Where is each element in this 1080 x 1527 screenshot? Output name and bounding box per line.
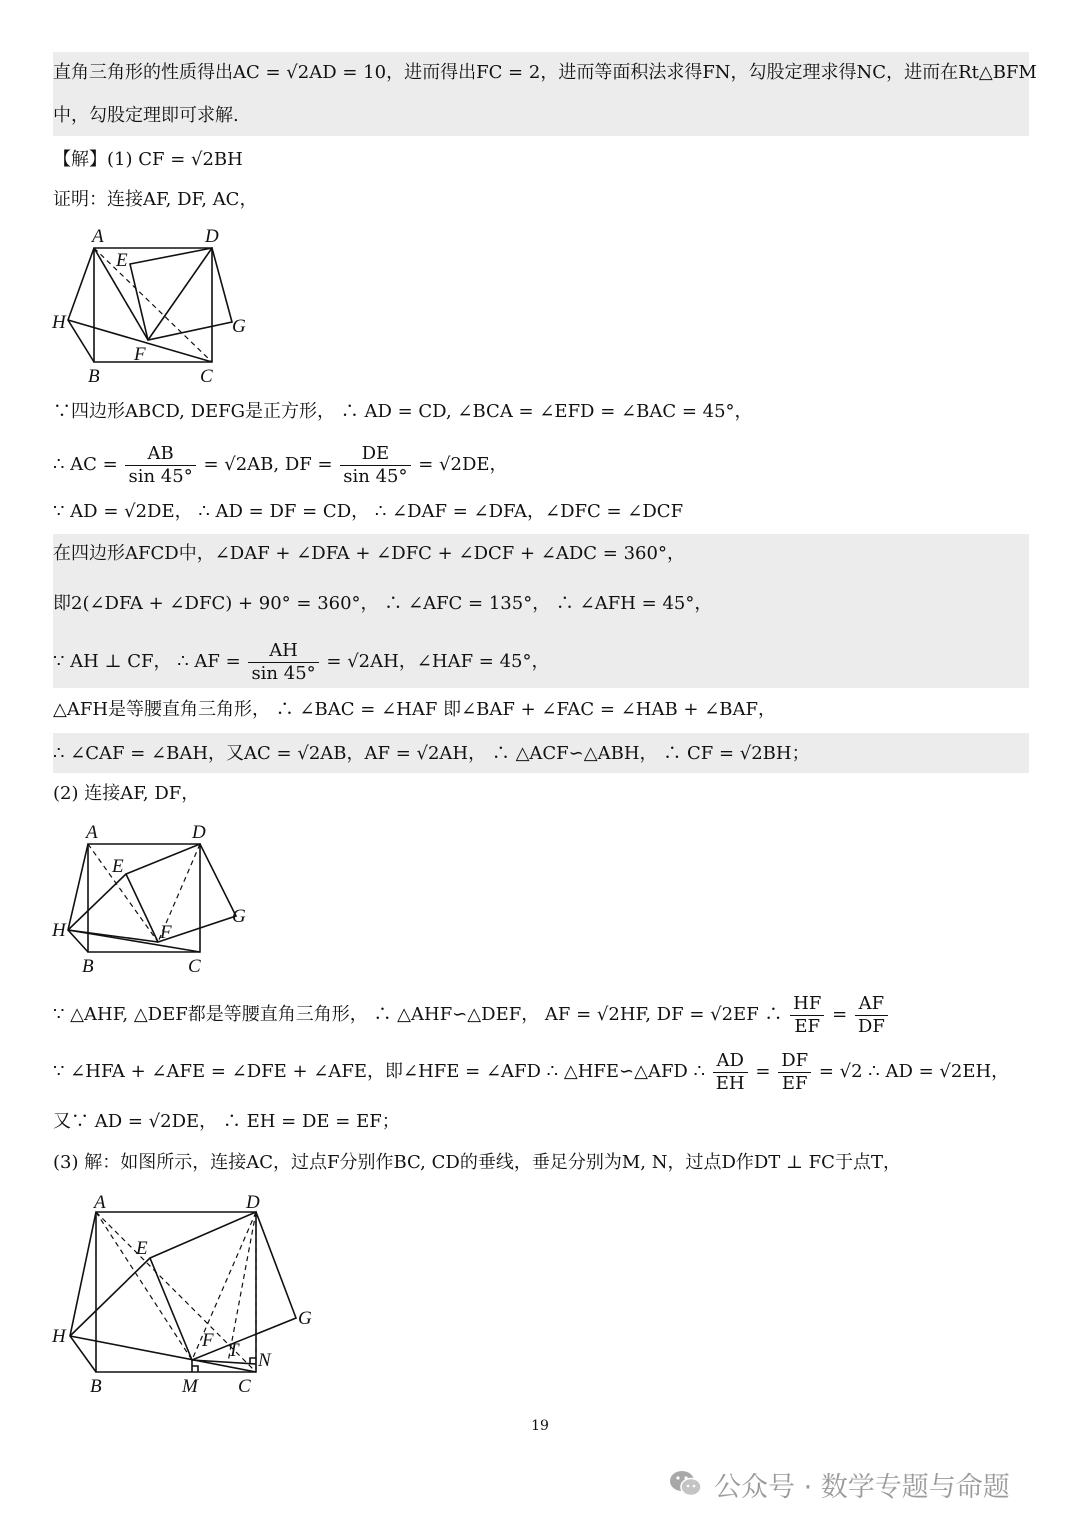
fig2-label-H: H <box>52 920 66 941</box>
fraction-ad-eh: $\frac{AD}{EH}$ <box>713 1050 748 1095</box>
proof-line-1: ∵四边形ABCD, DEFG是正方形， ∴ AD = CD, ∠BCA = ∠EFD = ∠BAC = 45°， <box>53 401 753 422</box>
figure-1 <box>50 222 270 392</box>
fig1-label-A: A <box>92 226 104 247</box>
fig1-label-B: B <box>88 366 100 387</box>
fig3-label-A: A <box>94 1192 106 1213</box>
fig3-label-H: H <box>52 1326 66 1347</box>
fig2-label-D: D <box>192 822 206 843</box>
proof-line-7: △AFH是等腰直角三角形， ∴ ∠BAC = ∠HAF 即∠BAF + ∠FAC = ∠HAB + ∠BAF， <box>53 699 777 720</box>
fraction-hf-ef: $\frac{HF}{EF}$ <box>790 993 824 1038</box>
fig1-label-H: H <box>52 312 66 333</box>
fraction-df-ef: $\frac{DF}{EF}$ <box>778 1050 811 1095</box>
figure-2 <box>50 820 270 977</box>
page-number: 19 <box>531 1418 549 1434</box>
fig1-label-E: E <box>116 250 128 271</box>
intro-line-2: 中，勾股定理即可求解. <box>53 105 239 126</box>
fig3-label-T: T <box>228 1340 239 1361</box>
intro-line-1: 直角三角形的性质得出AC = √2AD = 10，进而得出FC = 2，进而等面积法求得FN，勾股定理求得NC，进而在Rt△BFM <box>53 62 1037 83</box>
fig3-label-D: D <box>246 1192 260 1213</box>
proof-line-8: ∴ ∠CAF = ∠BAH，又AC = √2AB，AF = √2AH， ∴ △ACF∽△ABH， ∴ CF = √2BH； <box>53 743 810 764</box>
solution-part-2-heading: (2) 连接AF, DF， <box>53 783 200 804</box>
fraction-ab-sin45: $\frac{AB}{\sin 45^\circ}$ <box>125 443 195 488</box>
fig2-label-G: G <box>232 906 246 927</box>
solution-part-1-heading: 【解】(1) CF = √2BH <box>53 149 243 170</box>
fraction-af-df: $\frac{AF}{DF}$ <box>855 993 888 1038</box>
proof-connect-line: 证明：连接AF, DF, AC， <box>53 189 258 210</box>
watermark-text: 公众号 · 数学专题与命题 <box>714 1471 1010 1503</box>
fig3-label-E: E <box>136 1238 148 1259</box>
part2-line-3: 又∵ AD = √2DE， ∴ EH = DE = EF； <box>53 1111 400 1132</box>
solution-part-3-heading: (3) 解：如图所示，连接AC，过点F分别作BC, CD的垂线，垂足分别为M, N，过点D作DT ⊥ FC于点T， <box>53 1152 901 1173</box>
figure-3 <box>50 1190 330 1400</box>
fig2-label-F: F <box>160 922 172 943</box>
fig3-label-B: B <box>90 1376 102 1397</box>
fig1-label-F: F <box>134 344 146 365</box>
proof-line-3: ∵ AD = √2DE， ∴ AD = DF = CD， ∴ ∠DAF = ∠DFA，∠DFC = ∠DCF <box>53 501 684 522</box>
fig2-label-A: A <box>86 822 98 843</box>
fig1-label-D: D <box>205 226 219 247</box>
proof-line-2: ∴ AC = $\frac{AB}{\sin 45^\circ}$ = √2AB, DF = $\frac{DE}{\sin 45^\circ}$ = √2DE， <box>53 442 508 487</box>
fig2-label-C: C <box>188 956 201 977</box>
fig1-label-C: C <box>200 366 213 387</box>
proof-line-4: 在四边形AFCD中，∠DAF + ∠DFA + ∠DFC + ∠DCF + ∠ADC = 360°， <box>53 543 685 564</box>
proof-line-5: 即2(∠DFA + ∠DFC) + 90° = 360°， ∴ ∠AFC = 135°， ∴ ∠AFH = 45°， <box>53 593 713 614</box>
fraction-ah-sin45: $\frac{AH}{\sin 45^\circ}$ <box>248 640 318 685</box>
fig3-label-C: C <box>238 1376 251 1397</box>
fig3-label-N: N <box>258 1350 271 1371</box>
fig3-label-F: F <box>202 1330 214 1351</box>
fig3-label-M: M <box>182 1376 198 1397</box>
part2-line-2: ∵ ∠HFA + ∠AFE = ∠DFE + ∠AFE，即∠HFE = ∠AFD ∴ △HFE∽△AFD ∴ $\frac{AD}{EH}$ = $\frac{DF}{EF}$ = √2 ∴ AD = √2EH， <box>53 1049 1010 1094</box>
watermark <box>668 1462 1010 1506</box>
fraction-de-sin45: $\frac{DE}{\sin 45^\circ}$ <box>340 443 410 488</box>
proof-line-6: ∵ AH ⊥ CF， ∴ AF = $\frac{AH}{\sin 45^\circ}$ = √2AH，∠HAF = 45°， <box>53 639 550 684</box>
fig2-label-B: B <box>82 956 94 977</box>
part2-line-1: ∵ △AHF, △DEF都是等腰直角三角形， ∴ △AHF∽△DEF， AF = √2HF, DF = √2EF ∴ $\frac{HF}{EF}$ = $\frac{AF}{DF}$ <box>53 990 1029 1040</box>
wechat-icon <box>668 1469 704 1499</box>
fig2-label-E: E <box>112 856 124 877</box>
fig1-label-G: G <box>232 316 246 337</box>
fig3-label-G: G <box>298 1308 312 1329</box>
